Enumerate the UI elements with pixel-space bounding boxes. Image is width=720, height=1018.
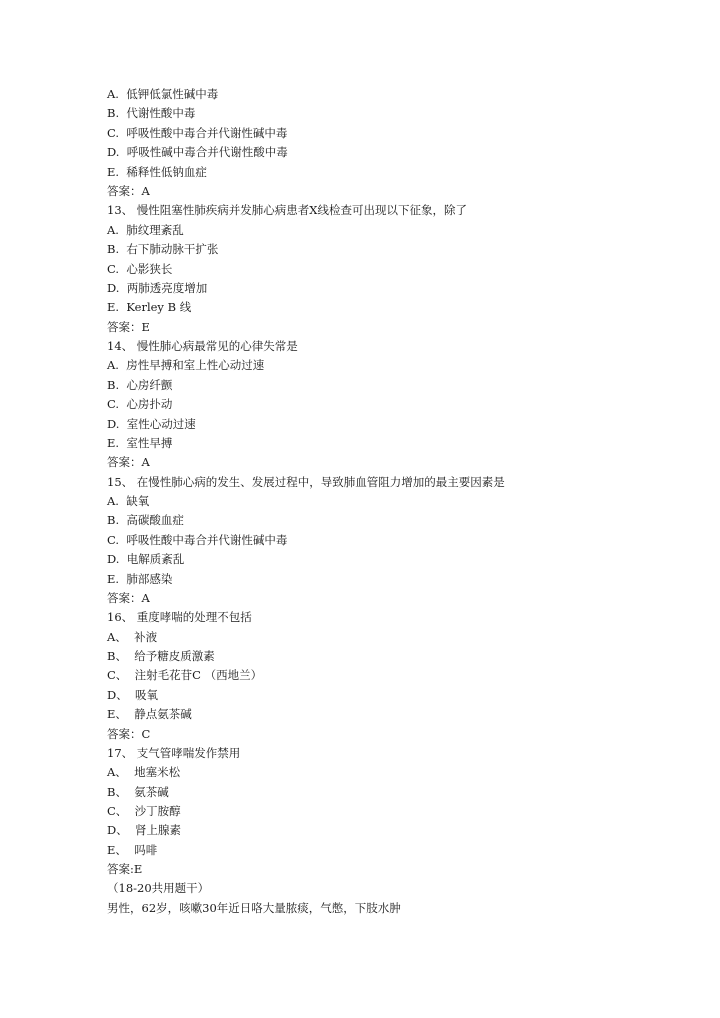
option-a: A. 肺纹理紊乱 (107, 223, 184, 237)
option-c: C、 注射毛花苷C （西地兰） (107, 668, 263, 682)
option-a: A. 低钾低氯性碱中毒 (107, 87, 219, 101)
option-d: D. 电解质紊乱 (107, 552, 185, 566)
option-b: B、 氨茶碱 (107, 785, 169, 799)
option-e: E. 稀释性低钠血症 (107, 165, 207, 179)
option-a: A、 补液 (107, 630, 158, 644)
answer: 答案：A (107, 184, 150, 198)
option-b: B. 心房纤颤 (107, 378, 173, 392)
option-b: B. 右下肺动脉干扩张 (107, 242, 219, 256)
option-c: C. 呼吸性酸中毒合并代谢性碱中毒 (107, 533, 288, 547)
question-17: 17、 支气管哮喘发作禁用 (107, 746, 241, 760)
option-d: D、 肾上腺素 (107, 823, 182, 837)
case-description: 男性，62岁，咳嗽30年近日咯大量脓痰，气憋，下肢水肿 (107, 901, 401, 915)
option-e: E、 吗啡 (107, 843, 158, 857)
option-a: A、 地塞米松 (107, 765, 181, 779)
option-b: B. 代谢性酸中毒 (107, 106, 196, 120)
option-c: C、 沙丁胺醇 (107, 804, 181, 818)
option-a: A. 缺氧 (107, 494, 150, 508)
option-e: E、 静点氨茶碱 (107, 707, 192, 721)
option-b: B. 高碳酸血症 (107, 513, 184, 527)
answer: 答案：C (107, 727, 151, 741)
question-16: 16、 重度哮喘的处理不包括 (107, 610, 252, 624)
option-b: B、 给予糖皮质激素 (107, 649, 215, 663)
answer: 答案:E (107, 862, 143, 876)
question-13: 13、 慢性阻塞性肺疾病并发肺心病患者X线检查可出现以下征象，除了 (107, 203, 467, 217)
question-15: 15、 在慢性肺心病的发生、发展过程中，导致肺血管阻力增加的最主要因素是 (107, 475, 505, 489)
option-e: E. 肺部感染 (107, 572, 173, 586)
option-d: D. 两肺透亮度增加 (107, 281, 208, 295)
option-e: E. Kerley B 线 (107, 300, 192, 314)
option-c: C. 呼吸性酸中毒合并代谢性碱中毒 (107, 126, 288, 140)
option-a: A. 房性早搏和室上性心动过速 (107, 358, 265, 372)
option-d: D、 吸氧 (107, 688, 159, 702)
option-d: D. 室性心动过速 (107, 417, 196, 431)
answer: 答案：A (107, 591, 150, 605)
shared-stem-label: （18-20共用题干） (107, 881, 210, 895)
option-d: D. 呼吸性碱中毒合并代谢性酸中毒 (107, 145, 288, 159)
option-c: C. 心影狭长 (107, 262, 173, 276)
option-e: E. 室性早搏 (107, 436, 173, 450)
answer: 答案：A (107, 455, 150, 469)
question-14: 14、 慢性肺心病最常见的心律失常是 (107, 339, 298, 353)
option-c: C. 心房扑动 (107, 397, 173, 411)
answer: 答案：E (107, 320, 150, 334)
